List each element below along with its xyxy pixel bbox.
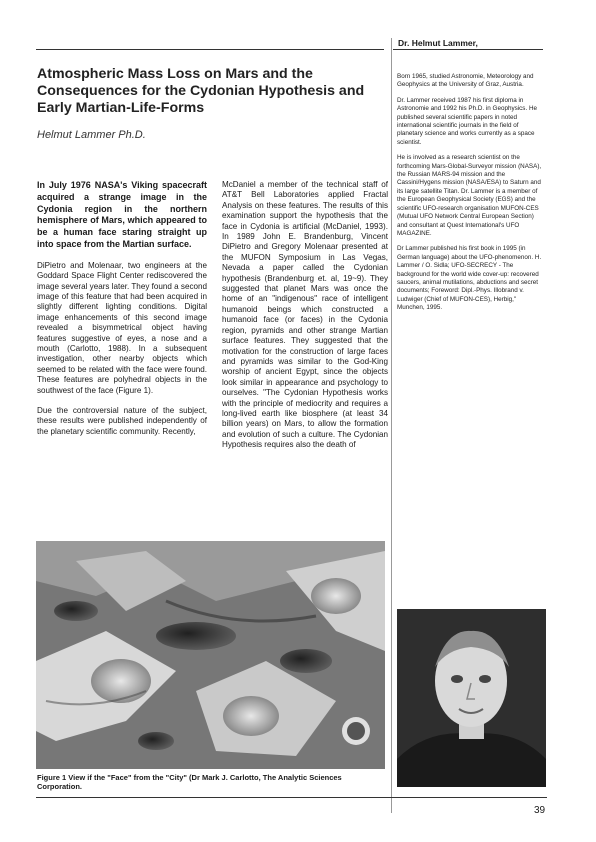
article-title: Atmospheric Mass Loss on Mars and the Consequences for the Cydonian Hypothesis and Early Martian-Life-Forms xyxy=(37,66,365,116)
sidebar-header-rule xyxy=(393,49,543,50)
page-number: 39 xyxy=(534,805,546,816)
mars-cydonia-image xyxy=(36,541,385,769)
author-portrait-illustration xyxy=(397,609,546,787)
mars-surface-illustration xyxy=(36,541,385,769)
paragraph: DiPietro and Molenaar, two engineers at the Goddard Space Flight Center rediscovered the image several years later. They found a second image of this feature that had been acquired in slightly different lighting conditions. Digital image enhancements of this second image revealed a bisymmetrical object having features suggestive of eyes, a nose and a mouth (Carlotto, 1988). In a subsequent investigation, other nearby objects which seemed to be related with the face were found. These features are polyhedral objects in the southwest of the face (Figure 1). xyxy=(37,260,207,395)
bio-paragraph: Dr Lammer published his first book in 1995 (in German language) about the UFO-phenomenon. H. Lammer / O. Sidla; UFO-SECRECY - The background for the world wide cover-up: recovered saucers, animal mutilations, abductions and secret documents; Foreword: Dipl.-Phys. Illobrand v. Ludwiger (Chief of MUFON-CES), Herbig," Munchen, 1995. xyxy=(397,245,542,312)
column-divider xyxy=(391,38,392,813)
author-photo xyxy=(397,609,546,787)
paragraph: McDaniel a member of the technical staff of AT&T Bell Laboratories applied Fractal Analysis on these features. The results of this examination support the hypothesis that the face in Cydonia is artificial (McDaniel, 1993). In 1989 John E. Brandenburg, Vincent DiPietro and Gregory Molenaar presented at the MUFON Symposium in Las Vegas, Nevada a paper called the Cydonian hypothesis (Brandenburg et. al, 19~9). They suggested that planet Mars was once the home of an "indigenous" race of intelligent humanoid beings which constructed a humanoid face (or faces) in the Cydonia region, pyramids and other strange Martian surface features. They suggested that the motivation for the construction of large faces and pyramids was similar to the God-King worship of ancient Egypt, since the objects look similar in appearance and psychology to ourselves. "The Cydonian Hypothesis works with the principle of mediocrity and requires a long-lived earth like biosphere (at least 34 billion years) on Mars, to allow the formation and evolution of such a culture. The Cydonian Hypothesis requires also the death of xyxy=(222,180,388,450)
author-bio-sidebar xyxy=(397,73,545,320)
figure-caption: Figure 1 View if the "Face" from the "City" (Dr Mark J. Carlotto, The Analytic Sciences Corporation. xyxy=(37,773,342,791)
article-author: Helmut Lammer Ph.D. xyxy=(37,129,146,141)
bio-paragraph: He is involved as a research scientist on the forthcoming Mars-Global-Surveyor mission (NASA), the Russian MARS-94 mission and the Cassini/Hygens mission (NASA/ESA) to Saturn and its large satellite Titan. Dr. Lammer is a member of the European Geophysical Society (EGS) and the scientific UFO-research organisation MUFON-CES (Mutual UFO Network Central European Section) and consultant at Quest International's UFO MAGAZINE. xyxy=(397,154,542,237)
body-column-1 xyxy=(37,180,207,447)
bio-paragraph: Dr. Lammer received 1987 his first diploma in Astronomie and 1992 his Ph.D. in Geophysics. He published several scientific papers in noted international scientific journals in the field of planetary science and works currently as a space scientist. xyxy=(397,96,538,146)
footer-rule xyxy=(36,797,547,798)
header-rule xyxy=(36,49,384,50)
lead-paragraph: In July 1976 NASA's Viking spacecraft acquired a strange image in the Cydonia region in the northern hemisphere of Mars, which appeared to be a human face staring straight up into space from the Martian surface. xyxy=(37,180,207,249)
bio-paragraph: Born 1965, studied Astronomie, Meteorology and Geophysics at the University of Graz, Austria. xyxy=(397,73,534,89)
body-column-2 xyxy=(222,180,388,461)
sidebar-title: Dr. Helmut Lammer, xyxy=(398,38,478,48)
paragraph: Due the controversial nature of the subject, these results were published independently of the planetary scientific community. Recently, xyxy=(37,406,207,436)
